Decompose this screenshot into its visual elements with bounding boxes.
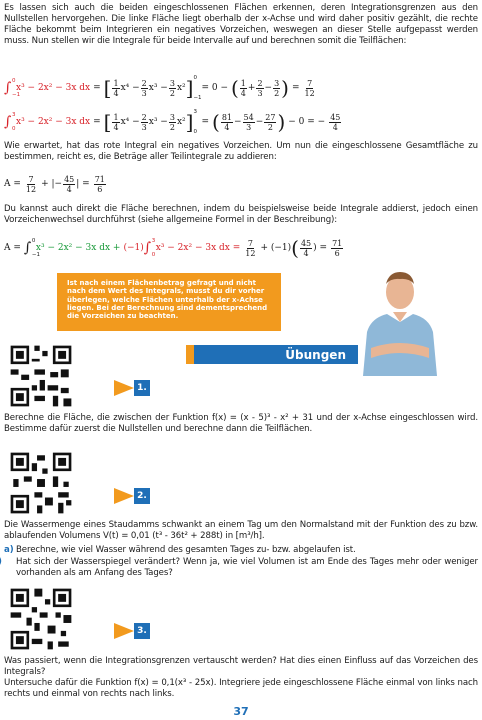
- paragraph-sum: Wie erwartet, hat das rote Integral ein negatives Vorzeichen. Um nun die eingeschlossene Gesamtfläche zu bestimmen, reicht es, die Beträge aller Teilintegrale zu addieren:: [4, 141, 478, 162]
- item-label: a): [4, 545, 14, 555]
- exercise-2b: [4, 557, 478, 579]
- exercise-3-text-1: Was passiert, wenn die Integrationsgrenzen vertauscht werden? Hat dies einen Einfluss auf das Vorzeichen des Integrals?: [4, 656, 478, 677]
- intro-text-2: Nun stellen wir die Integrale für beide Intervalle auf und berechnen somit die Teilflächen:: [31, 35, 407, 46]
- exercise-1-badge: 1.: [114, 380, 150, 396]
- qr-code-icon[interactable]: [8, 450, 74, 516]
- item-text: Hat sich der Wasserspiegel verändert? Wenn ja, wie viel Volumen ist am Ende des Tages mehr oder weniger vorhanden als am Anfang des Tages?: [16, 557, 478, 578]
- page-number: 37: [233, 705, 249, 718]
- exercise-2-badge: 2.: [114, 488, 150, 504]
- exercise-2a: [4, 545, 478, 556]
- equation-total-area: A = $\frac{7}{12}$ + |− $\frac{45}{4}$ | = $\frac{71}{6}$: [4, 174, 105, 194]
- exercise-3-badge: 3.: [114, 623, 150, 639]
- equation-direct-area: A = ∫ 0 −1 x³ − 2x² − 3x dx + (−1) ∫ 3 0 x³ − 2x² − 3x dx = $\frac{7}{12}$ + (−1) ( $\frac{45}{4}$ ) = $\frac{71}{6}$: [4, 236, 343, 260]
- integral-sign: ∫ 0 −1: [4, 78, 21, 98]
- intro-text-1: Es lassen sich auch die beiden eingeschlossenen Flächen erkennen, deren Integrationsgrenzen aus den Nullstellen hervorgehen. Die linke Fläche liegt oberhalb der x-Achse und wird daher positiv gezählt, die rechte Fläche bekommt beim Integrieren ein negatives Vorzeichen, weswegen an dieser Stelle aufgepasst werden muss.: [4, 3, 478, 46]
- section-title-uebungen: Übungen: [186, 345, 358, 364]
- integrand: x³ − 2x² − 3x dx: [16, 83, 91, 93]
- tutor-photo: [357, 266, 443, 376]
- equation-right-integral: ∫ 3 0 x³ − 2x² − 3x dx = [ $\frac{1}{4}$ x⁴ − $\frac{2}{3}$ x³ − $\frac{3}{2}$ x² ] 3 0 = ( $\frac{81}{4}$ − $\frac{54}{3}$ − $\frac{27}{2}$ ) − 0 = − $\frac{45}{4}$: [4, 109, 341, 135]
- equation-left-integral: ∫ 0 −1 x³ − 2x² − 3x dx = [ $\frac{1}{4}$ x⁴ − $\frac{2}{3}$ x³ − $\frac{3}{2}$ x² ] 0 −1 = 0 − ( $\frac{1}{4}$ + $\frac{2}{3}$ − $\frac{3}{2}$ ) = $\frac{7}{12}$: [4, 75, 315, 101]
- item-text: Berechne, wie viel Wasser während des gesamten Tages zu- bzw. abgelaufen ist.: [16, 545, 356, 555]
- qr-code-icon[interactable]: [8, 586, 74, 652]
- exercise-2-text: Die Wassermenge eines Staudamms schwankt an einem Tag um den Normalstand mit der Funktion des zu bzw. ablaufenden Volumens V(t) = 0,01 (t³ - 36t² + 288t) in [m³/h].: [4, 520, 478, 541]
- exercise-1-text: Berechne die Fläche, die zwischen der Funktion f(x) = (x - 5)³ - x² + 31 und der x-Achse eingeschlossen wird. Bestimme dafür zuerst die Nullstellen und berechne dann die Teilflächen.: [4, 413, 478, 434]
- integral-sign: ∫ 0 −1: [23, 238, 41, 258]
- hint-box: Ist nach einem Flächenbetrag gefragt und nicht nach dem Wert des Integrals, musst du dir vorher überlegen, welche Flächen unterhalb der x-Achse liegen. Bei der Berechnung sind dementsprechend die Vorzeichen zu beachten.: [57, 273, 281, 331]
- intro-paragraph: [4, 3, 478, 47]
- item-label: [4, 557, 16, 568]
- paragraph-direct: Du kannst auch direkt die Fläche berechnen, indem du beispielsweise beide Integrale addierst, jedoch einen Vorzeichenwechsel durchführst (siehe allgemeine Formel in der Beschreibung):: [4, 204, 478, 225]
- integral-sign: ∫ 3 0: [4, 112, 16, 132]
- exercise-3-text-2: Untersuche dafür die Funktion f(x) = 0,1(x³ - 25x). Integriere jede eingeschlossene Fläche einmal von links nach rechts und einmal von rechts nach links.: [4, 678, 478, 699]
- qr-code-icon[interactable]: [8, 343, 74, 409]
- integrand: x³ − 2x² − 3x dx: [16, 117, 91, 127]
